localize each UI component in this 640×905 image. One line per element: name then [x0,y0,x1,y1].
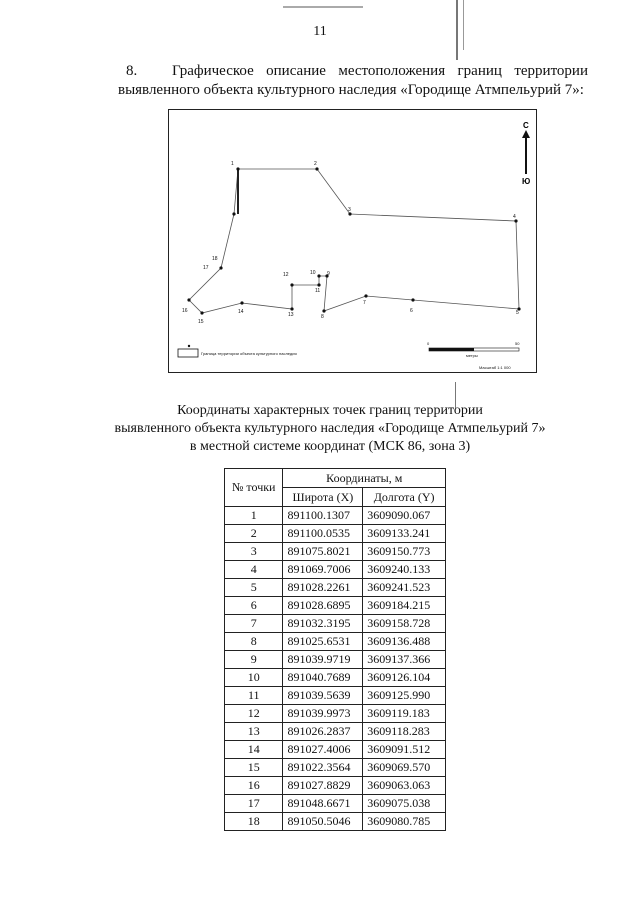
cell-point-number: 16 [225,777,283,795]
label-1: 1 [231,161,234,167]
table-body [225,507,446,831]
caption-line-2: выявленного объекта культурного наследия «Городище Атмпельурий 7» [114,421,546,436]
cell-longitude: 3609136.488 [363,633,446,651]
table-row [225,615,446,633]
coordinates-caption [0,402,640,456]
label-13: 13 [288,312,294,318]
cell-latitude: 891032.3195 [283,615,363,633]
table-row [225,741,446,759]
cell-latitude: 891050.5046 [283,813,363,831]
map-legend [178,345,297,357]
cell-point-number: 10 [225,669,283,687]
table-row [225,561,446,579]
label-10: 10 [310,270,316,276]
point-17 [219,266,222,269]
scan-artifact-top [283,6,363,8]
table-row [225,579,446,597]
cell-point-number: 14 [225,741,283,759]
point-14 [240,301,243,304]
table-row [225,813,446,831]
table-header-row [225,469,446,488]
cell-longitude: 3609069.570 [363,759,446,777]
cell-point-number: 9 [225,651,283,669]
cell-longitude: 3609240.133 [363,561,446,579]
cell-longitude: 3609133.241 [363,525,446,543]
section-heading [118,62,588,100]
cell-latitude: 891028.6895 [283,597,363,615]
cell-point-number: 17 [225,795,283,813]
cell-point-number: 6 [225,597,283,615]
page-number: 11 [313,24,327,39]
scale-text: Масштаб 1:1 000 [479,365,511,370]
label-12: 12 [283,272,289,278]
cell-longitude: 3609063.063 [363,777,446,795]
label-4: 4 [513,214,516,220]
point-18 [232,212,235,215]
boundary-map-drawing [169,110,538,374]
cell-longitude: 3609091.512 [363,741,446,759]
table-row [225,705,446,723]
cell-point-number: 7 [225,615,283,633]
header-latitude: Широта (X) [283,488,363,507]
cell-longitude: 3609137.366 [363,651,446,669]
header-point-number: № точки [225,469,283,507]
caption-line-1: Координаты характерных точек границ территории [177,403,483,418]
point-11 [317,283,320,286]
cell-latitude: 891025.6531 [283,633,363,651]
cell-point-number: 4 [225,561,283,579]
table-row [225,507,446,525]
label-15: 15 [198,319,204,325]
cell-point-number: 15 [225,759,283,777]
point-labels [182,161,519,325]
scale-units: метры [466,353,478,358]
label-9: 9 [327,271,330,277]
cell-longitude: 3609125.990 [363,687,446,705]
table-row [225,795,446,813]
cell-longitude: 3609150.773 [363,543,446,561]
cell-latitude: 891100.1307 [283,507,363,525]
caption-line-3: в местной системе координат (МСК 86, зона 3) [189,439,471,454]
cell-point-number: 12 [225,705,283,723]
cell-point-number: 13 [225,723,283,741]
cell-latitude: 891075.8021 [283,543,363,561]
label-17: 17 [203,265,209,271]
cell-point-number: 11 [225,687,283,705]
section-title: Графическое описание местоположения границ территории выявленного объекта культурного наследия «Городище Атмпельурий 7»: [118,63,588,98]
coordinates-table [224,468,446,831]
point-2 [315,167,318,170]
table-row [225,525,446,543]
cell-latitude: 891069.7006 [283,561,363,579]
point-6 [411,298,414,301]
label-14: 14 [238,309,244,315]
cell-longitude: 3609126.104 [363,669,446,687]
label-5: 5 [516,310,519,316]
cell-point-number: 2 [225,525,283,543]
cell-latitude: 891048.6671 [283,795,363,813]
legend-text: Граница территории объекта культурного наследия [201,351,297,356]
cell-latitude: 891039.9973 [283,705,363,723]
cell-point-number: 8 [225,633,283,651]
boundary-map [168,109,537,373]
table-row [225,777,446,795]
point-13 [290,307,293,310]
header-longitude: Долгота (Y) [363,488,446,507]
south-label: Ю [522,177,531,186]
cell-latitude: 891039.9719 [283,651,363,669]
cell-point-number: 5 [225,579,283,597]
cell-longitude: 3609080.785 [363,813,446,831]
point-16 [187,298,190,301]
table-row [225,759,446,777]
point-1 [236,167,239,170]
cell-latitude: 891027.4006 [283,741,363,759]
cell-longitude: 3609075.038 [363,795,446,813]
label-18: 18 [212,256,218,262]
cell-latitude: 891040.7689 [283,669,363,687]
cell-point-number: 1 [225,507,283,525]
cell-longitude: 3609118.283 [363,723,446,741]
label-3: 3 [348,207,351,213]
point-7 [364,294,367,297]
table-row [225,633,446,651]
table-row [225,543,446,561]
section-number: 8. [126,63,138,79]
cell-longitude: 3609158.728 [363,615,446,633]
north-label: С [523,121,529,130]
cell-longitude: 3609090.067 [363,507,446,525]
table-row [225,651,446,669]
table-row [225,597,446,615]
table-row [225,669,446,687]
cell-point-number: 3 [225,543,283,561]
point-8 [322,309,325,312]
scale-bar [427,341,520,370]
cell-longitude: 3609241.523 [363,579,446,597]
point-10 [317,274,320,277]
point-12 [290,283,293,286]
point-15 [200,311,203,314]
cell-latitude: 891026.2837 [283,723,363,741]
label-16: 16 [182,308,188,314]
label-8: 8 [321,314,324,320]
label-6: 6 [410,308,413,314]
scale-min: 0 [427,341,430,346]
label-7: 7 [363,300,366,306]
scale-max: 50 [515,341,520,346]
table-row [225,687,446,705]
cell-latitude: 891039.5639 [283,687,363,705]
cell-latitude: 891022.3564 [283,759,363,777]
cell-longitude: 3609119.183 [363,705,446,723]
cell-latitude: 891027.8829 [283,777,363,795]
cell-longitude: 3609184.215 [363,597,446,615]
header-coordinates: Координаты, м [283,469,446,488]
table-row [225,723,446,741]
label-11: 11 [315,288,321,294]
cell-latitude: 891100.0535 [283,525,363,543]
cell-latitude: 891028.2261 [283,579,363,597]
north-arrow-icon [522,121,530,186]
cell-point-number: 18 [225,813,283,831]
label-2: 2 [314,161,317,167]
